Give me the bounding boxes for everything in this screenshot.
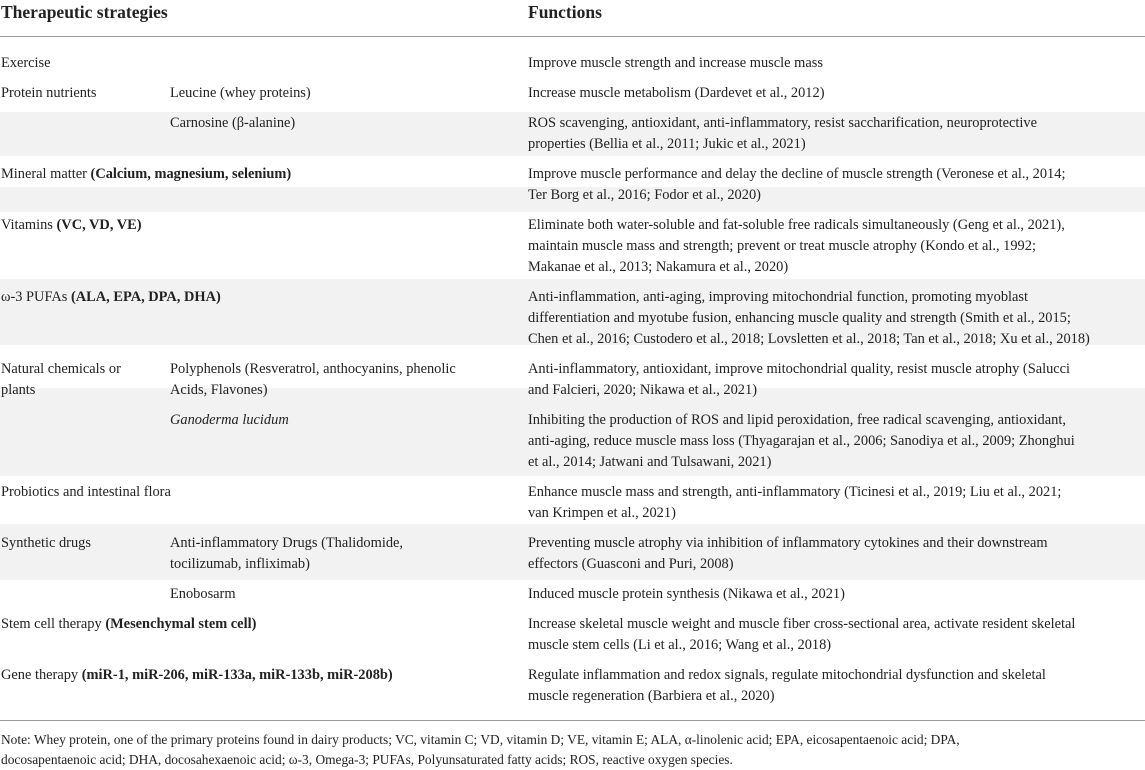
function-line: anti-aging, reduce muscle mass loss (Thyagarajan et al., 2006; Sanodiya et al., 2009; Zhonghui: [528, 433, 1075, 449]
category-detail: (ALA, EPA, DPA, DHA): [71, 289, 221, 305]
function-line: van Krimpen et al., 2021): [528, 505, 676, 521]
function-line: et al., 2014; Jatwani and Tulsawani, 2021): [528, 454, 772, 470]
note-line: Note: Whey protein, one of the primary proteins found in dairy products; VC, vitamin C; VD, vitamin D; VE, vitamin E; ALA, α-linolenic acid; EPA, eicosapentaenoic acid; DPA,: [1, 732, 960, 747]
category-natural: [1, 359, 121, 401]
function-line: Inhibiting the production of ROS and lipid peroxidation, free radical scavenging, antioxidant,: [528, 412, 1066, 428]
footer-rule: [0, 720, 1145, 721]
function-line: Induced muscle protein synthesis (Nikawa et al., 2021): [528, 586, 845, 602]
category-detail: (Calcium, magnesium, selenium): [90, 166, 292, 182]
subcategory-antiinflammatory: [170, 533, 403, 575]
note-line: docosapentaenoic acid; DHA, docosahexaenoic acid; ω-3, Omega-3; PUFAs, Polyunsaturated fatty acids; ROS, reactive oxygen species.: [1, 752, 733, 767]
function-mineral: [528, 164, 1065, 206]
category-label: Gene therapy: [1, 667, 79, 683]
column-header-strategies: Therapeutic strategies: [1, 2, 168, 22]
function-enobosarm: [528, 584, 845, 605]
subcategory-enobosarm: Enobosarm: [170, 586, 236, 602]
category-detail: (miR-1, miR-206, miR-133a, miR-133b, miR-208b): [81, 667, 393, 683]
category-line: Natural chemicals or: [1, 361, 121, 377]
category-label: Mineral matter: [1, 166, 87, 182]
subcategory-carnosine: Carnosine (β-alanine): [170, 115, 296, 131]
function-gene: [528, 665, 1046, 707]
function-stemcell: [528, 614, 1075, 656]
function-line: muscle regeneration (Barbiera et al., 2020): [528, 688, 775, 704]
category-label: ω-3 PUFAs: [1, 289, 68, 305]
category-label: Stem cell therapy: [1, 616, 102, 632]
category-line: plants: [1, 382, 36, 398]
category: Exercise: [1, 55, 51, 71]
function-line: Eliminate both water-soluble and fat-soluble free radicals simultaneously (Geng et al., 2021),: [528, 217, 1065, 233]
category-detail: (Mesenchymal stem cell): [105, 616, 257, 632]
category-vitamins: [1, 215, 142, 236]
category-label: Vitamins: [1, 217, 53, 233]
function-line: Increase skeletal muscle weight and muscle fiber cross-sectional area, activate resident skeletal: [528, 616, 1076, 632]
category-probiotics: Probiotics and intestinal flora: [1, 484, 171, 500]
function-carnosine: [528, 113, 1037, 155]
function-exercise: [528, 53, 823, 74]
table-note: [1, 730, 960, 770]
category-protein: Protein nutrients: [1, 85, 97, 101]
function-line: maintain muscle mass and strength; prevent or treat muscle atrophy (Kondo et al., 1992;: [528, 238, 1036, 254]
function-line: differentiation and myotube fusion, enhancing muscle quality and strength (Smith et al., 2015;: [528, 310, 1071, 326]
subcategory-line: Polyphenols (Resveratrol, anthocyanins, phenolic: [170, 361, 456, 377]
function-line: properties (Bellia et al., 2011; Jukic et al., 2021): [528, 136, 806, 152]
function-line: Enhance muscle mass and strength, anti-inflammatory (Ticinesi et al., 2019; Liu et al., 2021;: [528, 484, 1062, 500]
function-leucine: [528, 83, 825, 104]
category-detail: (VC, VD, VE): [56, 217, 142, 233]
function-line: Increase muscle metabolism (Dardevet et al., 2012): [528, 85, 825, 101]
subcategory-ganoderma: Ganoderma lucidum: [170, 412, 289, 428]
function-line: Ter Borg et al., 2016; Fodor et al., 2020): [528, 187, 761, 203]
function-vitamins: [528, 215, 1065, 278]
function-polyphenols: [528, 359, 1070, 401]
subcategory-leucine: Leucine (whey proteins): [170, 85, 311, 101]
function-ganoderma: [528, 410, 1075, 473]
function-line: Makanae et al., 2013; Nakamura et al., 2020): [528, 259, 789, 275]
function-line: muscle stem cells (Li et al., 2016; Wang et al., 2018): [528, 637, 832, 653]
row-exercise: [1, 53, 51, 74]
category-synthetic: Synthetic drugs: [1, 535, 91, 551]
function-probiotics: [528, 482, 1061, 524]
subcategory-line: Acids, Flavones): [170, 382, 268, 398]
subcategory-line: tocilizumab, infliximab): [170, 556, 310, 572]
function-line: Preventing muscle atrophy via inhibition of inflammatory cytokines and their downstream: [528, 535, 1048, 551]
header-rule: [0, 36, 1145, 37]
category-mineral: [1, 164, 291, 185]
function-line: Anti-inflammatory, antioxidant, improve mitochondrial quality, resist muscle atrophy (Salucci: [528, 361, 1071, 377]
function-pufas: [528, 287, 1090, 350]
function-line: Chen et al., 2016; Custodero et al., 2018; Lovsletten et al., 2018; Tan et al., 2018; Xu et al., 2018): [528, 331, 1090, 347]
function-line: effectors (Guasconi and Puri, 2008): [528, 556, 734, 572]
function-line: and Falcieri, 2020; Nikawa et al., 2021): [528, 382, 757, 398]
subcategory-polyphenols: [170, 359, 456, 401]
table-header: [0, 0, 1145, 36]
function-line: ROS scavenging, antioxidant, anti-inflammatory, resist saccharification, neuroprotective: [528, 115, 1037, 131]
function-line: Regulate inflammation and redox signals, regulate mitochondrial dysfunction and skeletal: [528, 667, 1046, 683]
subcategory-line: Anti-inflammatory Drugs (Thalidomide,: [170, 535, 403, 551]
function-antiinflammatory: [528, 533, 1048, 575]
column-header-functions: Functions: [528, 2, 602, 22]
category-gene: [1, 665, 393, 686]
function-line: Anti-inflammation, anti-aging, improving mitochondrial function, promoting myoblast: [528, 289, 1028, 305]
function-line: Improve muscle performance and delay the decline of muscle strength (Veronese et al., 2014;: [528, 166, 1066, 182]
function-line: Improve muscle strength and increase muscle mass: [528, 55, 823, 71]
category-pufas: [1, 287, 221, 308]
category-stemcell: [1, 614, 256, 635]
